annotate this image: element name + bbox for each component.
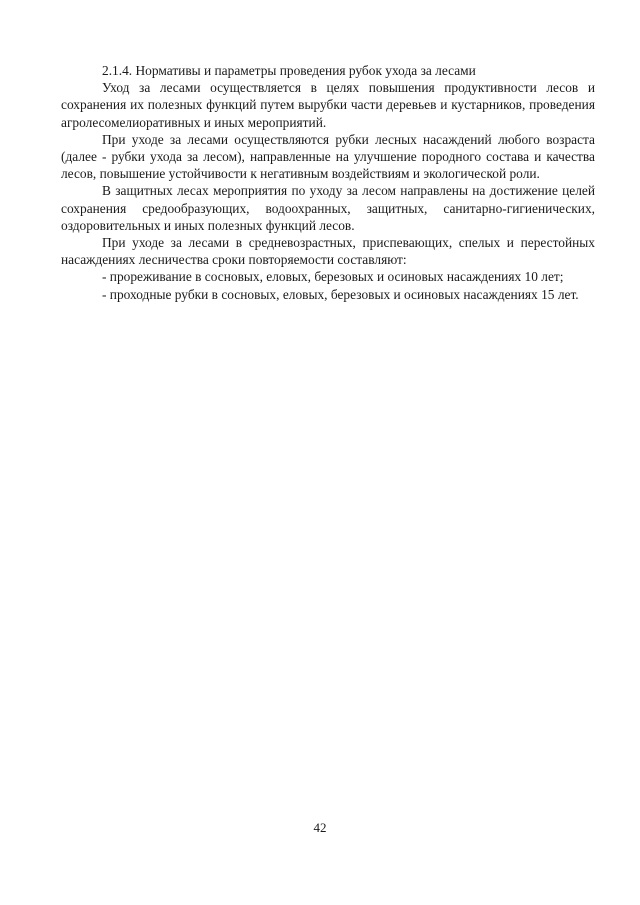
- paragraph-repeat-periods: При уходе за лесами в средневозрастных, приспевающих, спелых и перестойных насаждениях лесничества сроки повторяемости составляют:: [61, 235, 595, 268]
- paragraph-thinning-definition: При уходе за лесами осуществляются рубки лесных насаждений любого возраста (далее - рубки ухода за лесом), направленные на улучшение породного состава и качества лесов, повышение устойчивости к негативным воздействиям и экологической роли.: [61, 131, 595, 182]
- list-item-thinning: - прореживание в сосновых, еловых, березовых и осиновых насаждениях 10 лет;: [102, 269, 564, 285]
- section-heading: 2.1.4. Нормативы и параметры проведения рубок ухода за лесами: [102, 63, 476, 78]
- paragraph-protective-forests: В защитных лесах мероприятия по уходу за лесом направлены на достижение целей сохранения средообразующих, водоохранных, защитных, санитарно-гигиенических, оздоровительных и иных полезных функций лесов.: [61, 183, 595, 233]
- paragraph-purpose: Уход за лесами осуществляется в целях повышения продуктивности лесов и сохранения их полезных функций путем вырубки части деревьев и кустарников, проведения агролесомелиоративных и иных мероприятий.: [61, 80, 595, 130]
- list-item-passage-cutting: - проходные рубки в сосновых, еловых, березовых и осиновых насаждениях 15 лет.: [102, 286, 579, 302]
- page-number: 42: [313, 820, 327, 835]
- document-body: [61, 62, 595, 303]
